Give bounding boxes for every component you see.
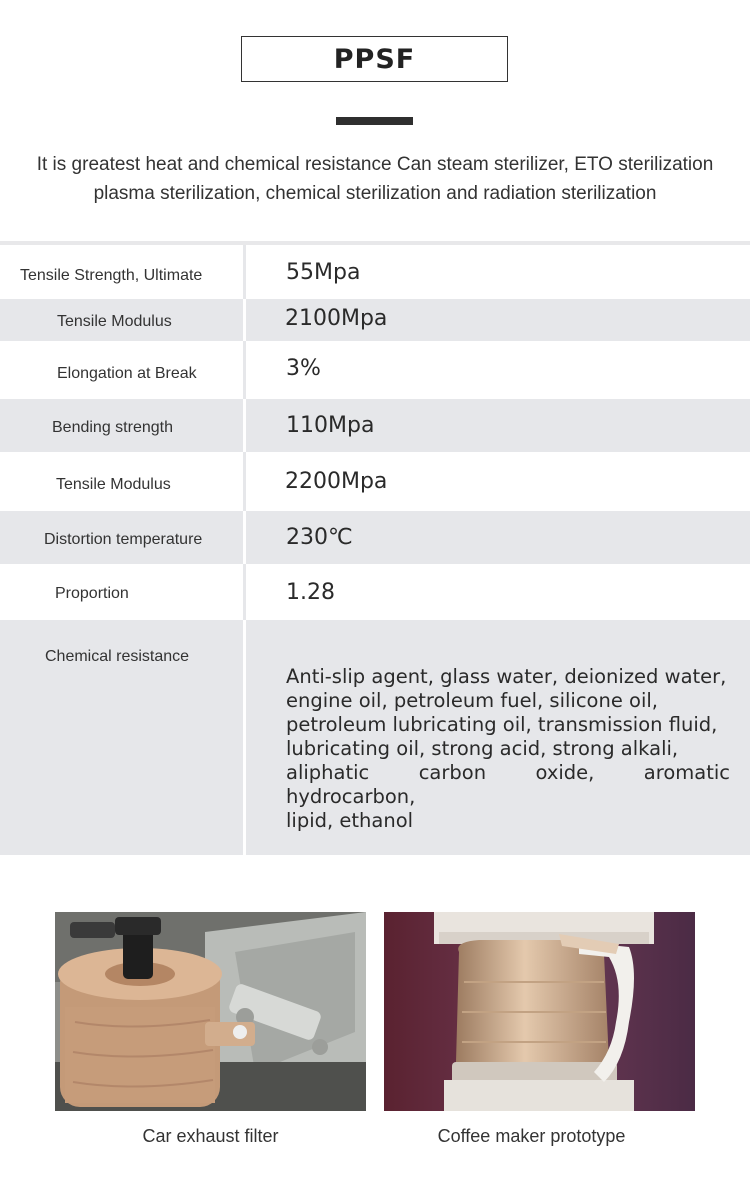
chemical-list xyxy=(246,620,750,855)
spec-value: 230℃ xyxy=(286,525,353,550)
chemical-line: engine oil, petroleum fuel, silicone oil, xyxy=(286,689,658,712)
chemical-line: petroleum lubricating oil, transmission fluid, xyxy=(286,713,718,736)
intro-text xyxy=(0,150,750,208)
spec-value: 55Mpa xyxy=(286,259,361,285)
spec-value: 1.28 xyxy=(286,579,335,605)
photo-caption: Car exhaust filter xyxy=(142,1126,279,1146)
spec-value: 3% xyxy=(286,355,321,381)
chemical-line: lubricating oil, strong acid, strong alkali, xyxy=(286,737,679,760)
intro-line-1: It is greatest heat and chemical resistance Can steam sterilizer, ETO sterilization xyxy=(36,154,714,175)
spec-label: Chemical resistance xyxy=(0,620,246,855)
spec-label: Proportion xyxy=(0,564,246,620)
coffee-maker-illustration xyxy=(384,912,695,1111)
intro-line-2: plasma sterilization, chemical sterilization and radiation sterilization xyxy=(93,183,657,204)
coffee-maker-prototype-image xyxy=(384,912,695,1111)
table-row xyxy=(0,299,750,341)
page-title: PPSF xyxy=(241,36,508,82)
table-row xyxy=(0,511,750,564)
car-exhaust-filter-image xyxy=(55,912,366,1111)
spec-label: Bending strength xyxy=(0,399,246,452)
chemical-line: Anti-slip agent, glass water, deionized water, xyxy=(286,665,727,688)
spec-label: Tensile Modulus xyxy=(0,299,246,341)
spec-value: 2100Mpa xyxy=(285,305,388,331)
chemical-line: aliphatic carbon oxide, aromatic hydrocarbon, xyxy=(286,761,730,808)
spec-value: 2200Mpa xyxy=(285,469,388,494)
spec-label: Tensile Modulus xyxy=(0,452,246,511)
table-row xyxy=(0,564,750,620)
table-row xyxy=(0,341,750,399)
car-exhaust-filter-illustration xyxy=(55,912,366,1111)
spec-label: Tensile Strength, Ultimate xyxy=(0,245,246,299)
table-row xyxy=(0,452,750,511)
table-row-chemical xyxy=(0,620,750,855)
chemical-line: lipid, ethanol xyxy=(286,809,414,832)
photo-caption: Coffee maker prototype xyxy=(437,1126,626,1146)
spec-label: Distortion temperature xyxy=(0,511,246,564)
spec-value: 110Mpa xyxy=(286,413,375,438)
table-row xyxy=(0,245,750,299)
spec-label: Elongation at Break xyxy=(0,341,246,399)
spec-table xyxy=(0,241,750,855)
table-row xyxy=(0,399,750,452)
title-underline xyxy=(336,117,413,125)
